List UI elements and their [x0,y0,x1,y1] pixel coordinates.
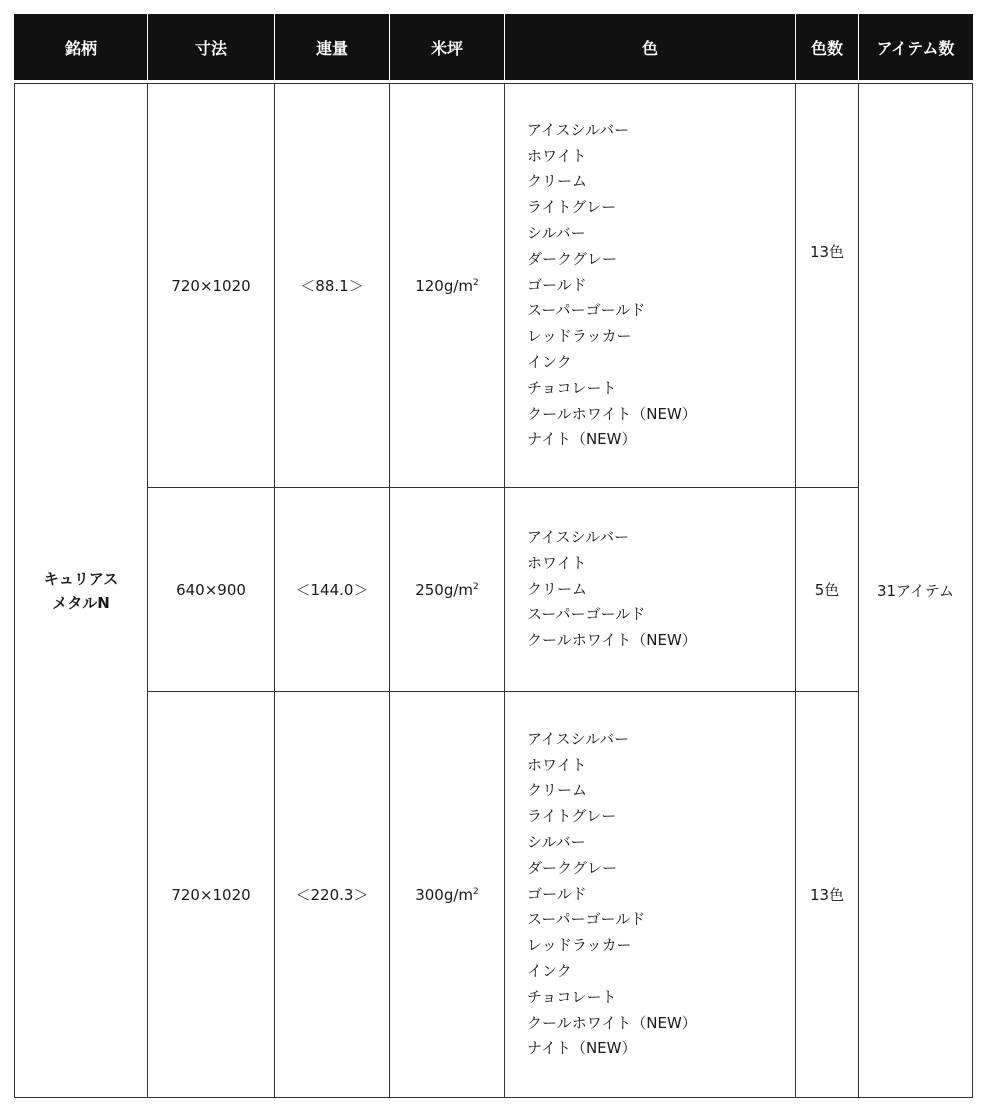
color-item: ライトグレー [527,807,617,826]
header-basis-weight: 米坪 [390,14,505,80]
color-list [505,727,795,1062]
color-item: ゴールド [527,884,587,903]
color-item: レッドラッカー [527,936,632,955]
table-row [15,692,973,1098]
color-item: チョコレート [527,378,617,397]
colors-cell [505,84,796,488]
color-count-cell: 13色 [796,84,859,488]
color-item: ダークグレー [527,249,618,268]
brand-name [15,84,148,1098]
color-list [505,118,795,453]
colors-cell [505,692,796,1098]
color-item: インク [527,352,572,371]
header-size: 寸法 [148,14,275,80]
header-color-count: 色数 [796,14,859,80]
brand-name-line2: メタルN [52,593,110,612]
color-item: スーパーゴールド [527,301,646,320]
color-list [505,525,795,654]
brand-name-line1: キュリアス [43,569,119,588]
color-item: クリーム [527,579,588,598]
color-item: スーパーゴールド [527,605,646,624]
size-cell: 720×1020 [148,692,275,1098]
ream-weight-cell: ＜144.0＞ [275,488,390,692]
color-item: ナイト（NEW） [527,1039,637,1058]
color-count-cell: 13色 [796,692,859,1098]
color-item: クリーム [527,781,588,800]
color-item: シルバー [527,224,586,242]
color-item: シルバー [527,833,586,851]
color-item: クールホワイト（NEW） [527,631,697,650]
table-row [15,84,973,488]
color-item: インク [527,961,572,980]
basis-weight-exponent: 2 [473,277,479,288]
color-item: ホワイト [527,553,587,572]
color-item: チョコレート [527,987,617,1006]
basis-weight-value: 120g/m [415,276,474,295]
basis-weight-cell [390,84,505,488]
color-item: アイスシルバー [527,729,630,748]
size-cell: 720×1020 [148,84,275,488]
basis-weight-exponent: 2 [473,886,479,897]
ream-weight-cell: ＜88.1＞ [275,84,390,488]
basis-weight-cell [390,488,505,692]
basis-weight-cell [390,692,505,1098]
colors-cell [505,488,796,692]
color-item: レッドラッカー [527,327,632,346]
color-item: ナイト（NEW） [527,430,637,449]
color-item: クリーム [527,172,588,191]
color-item: ゴールド [527,275,587,294]
paper-spec-table [14,14,973,1098]
color-item: ホワイト [527,755,587,774]
header-item-count: アイテム数 [859,14,973,80]
header-ream-weight: 連量 [275,14,390,80]
color-item: スーパーゴールド [527,910,646,929]
color-item: クールホワイト（NEW） [527,404,697,423]
header-color: 色 [505,14,796,80]
size-cell: 640×900 [148,488,275,692]
basis-weight-value: 250g/m [415,580,474,599]
color-item: クールホワイト（NEW） [527,1013,697,1032]
item-count-cell: 31アイテム [859,84,973,1098]
color-count-cell: 5色 [796,488,859,692]
table-row [15,488,973,692]
basis-weight-value: 300g/m [415,885,474,904]
ream-weight-cell: ＜220.3＞ [275,692,390,1098]
header-row [15,14,973,80]
color-item: ホワイト [527,146,587,165]
color-item: アイスシルバー [527,120,630,139]
color-item: ライトグレー [527,198,617,217]
header-brand: 銘柄 [15,14,148,80]
color-item: アイスシルバー [527,528,630,546]
color-item: ダークグレー [527,858,618,877]
basis-weight-exponent: 2 [473,581,479,592]
